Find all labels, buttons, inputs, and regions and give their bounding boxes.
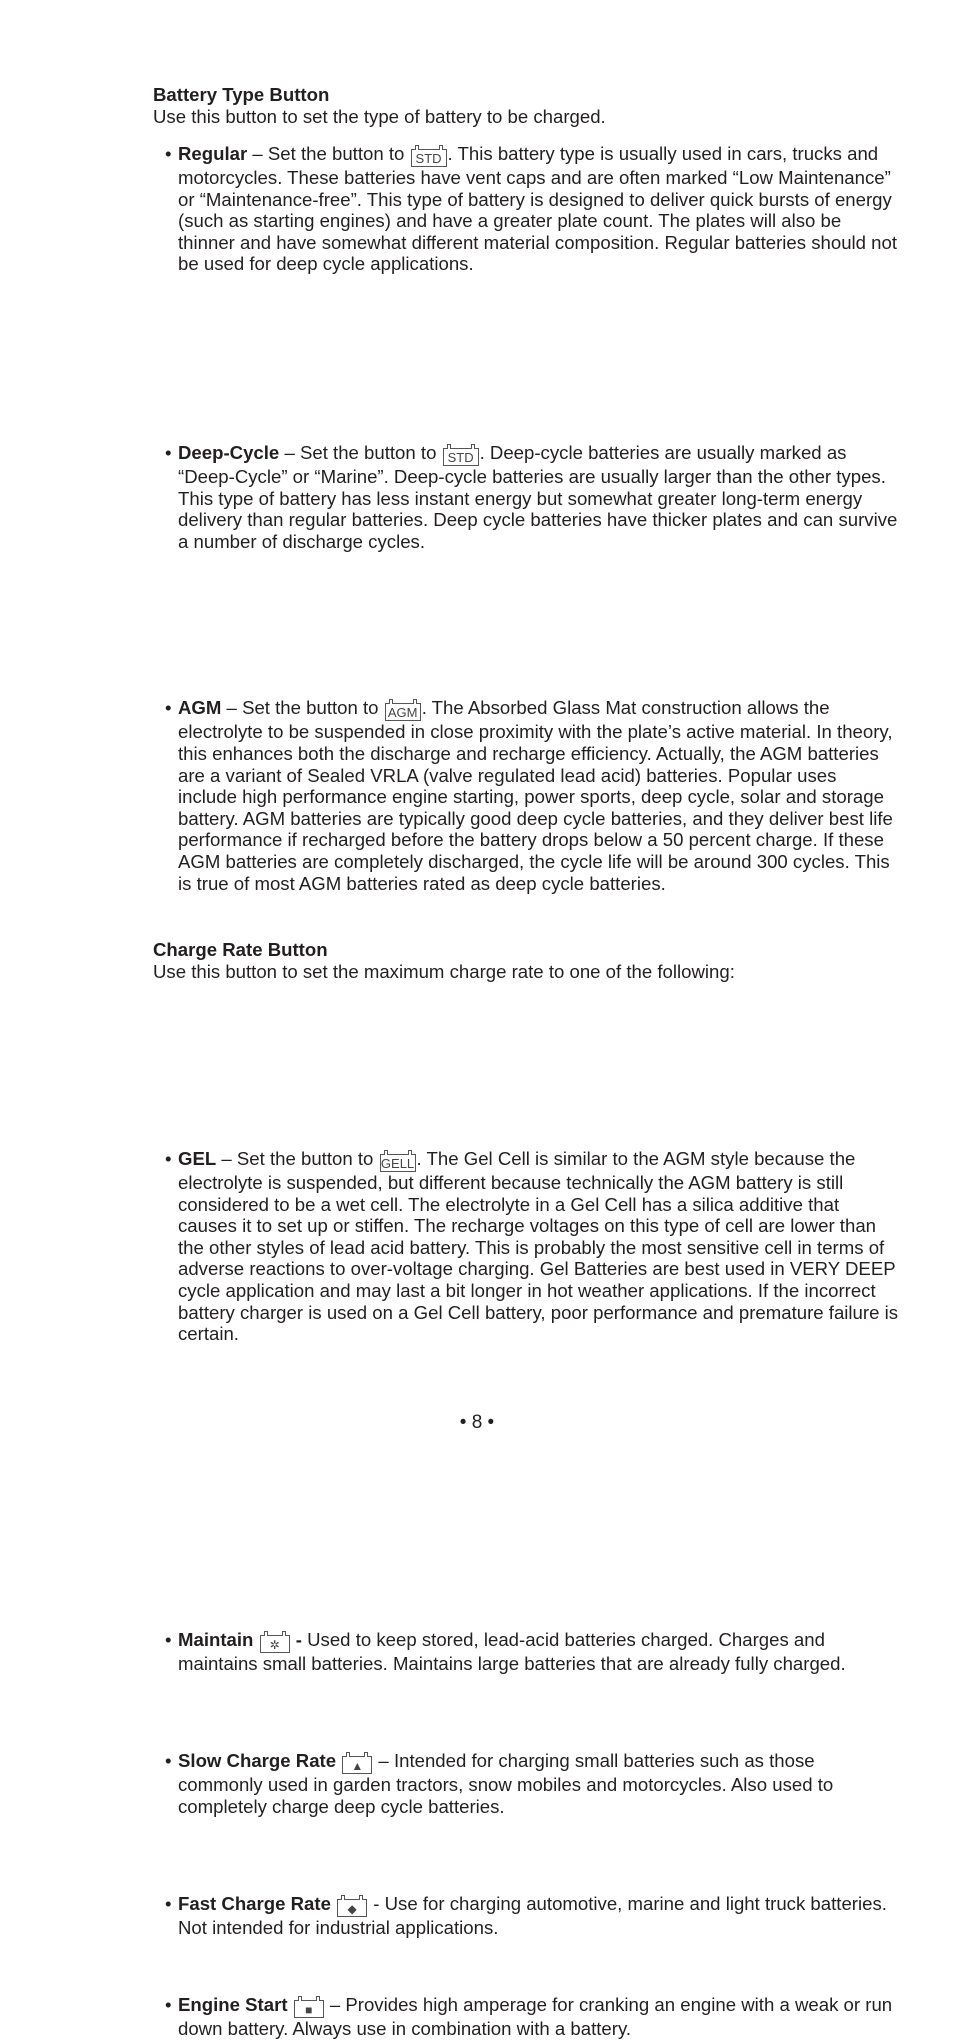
battery-type-intro: Use this button to set the type of battery to be charged.: [153, 105, 606, 127]
item-text: . The Absorbed Glass Mat construction allows the electrolyte to be suspended in close proximity with the plate’s active material. In theory, this enhances both the discharge and recharge efficiency. Actually, the AGM batteries are a variant of Sealed VRLA (valve regulated lead acid) batteries. Popular uses include high performance engine starting, power sports, deep cycle, solar and storage battery. AGM batteries are typically good deep cycle batteries, and they deliver best life performance if recharged before the battery drops below a 50 percent charge. If these AGM batteries are completely discharged, the cycle life will be around 300 cycles. This is true of most AGM batteries rated as deep cycle batteries.: [178, 697, 893, 894]
item-text: Used to keep stored, lead-acid batteries charged. Charges and maintains small batteries. Maintains large batteries that are already fully charged.: [178, 1628, 846, 1674]
item-label: Engine Start: [178, 1994, 288, 2016]
battery-type-section: [153, 84, 873, 127]
charge-rate-section: [153, 939, 873, 982]
item-pre: – Set the button to: [247, 143, 410, 164]
item-label: Fast Charge Rate: [178, 1892, 331, 1914]
list-item-regular: [153, 143, 898, 275]
item-text: . Deep-cycle batteries are usually marked as “Deep-Cycle” or “Marine”. Deep-cycle batteries are usually larger than the other types. This type of battery has less instant energy but somewhat greater long-term energy delivery than regular batteries. Deep cycle batteries have thicker plates and can survive a number of discharge cycles.: [178, 441, 898, 552]
item-label: AGM: [178, 697, 222, 719]
item-label: Maintain: [178, 1628, 254, 1650]
charge-rate-heading: Charge Rate Button: [153, 939, 328, 960]
item-text: – Intended for charging small batteries such as those commonly used in garden tractors, snow mobiles and motorcycles. Also used to completely charge deep cycle batteries.: [178, 1750, 834, 1818]
gel-icon: GELL: [380, 1156, 415, 1172]
item-pre: – Set the button to: [216, 1148, 379, 1170]
battery-type-heading: Battery Type Button: [153, 84, 330, 105]
item-label: Slow Charge Rate: [178, 1750, 337, 1772]
item-text: – Provides high amperage for cranking an engine with a weak or run down battery. Always use in combination with a battery.: [178, 1994, 893, 2040]
list-item-engine-start: [153, 1994, 898, 2040]
charge-rate-intro: Use this button to set the maximum charge rate to one of the following:: [153, 960, 735, 982]
maintain-icon: ✲: [260, 1635, 290, 1653]
list-item-maintain: [153, 1629, 898, 1675]
item-label: GEL: [178, 1148, 217, 1170]
item-pre: – Set the button to: [279, 441, 442, 463]
list-item-agm: [153, 697, 898, 894]
rabbit-icon: ◆: [337, 1899, 367, 1917]
item-label-suffix: -: [290, 1628, 302, 1650]
item-label: Regular: [178, 143, 248, 164]
item-text: . The Gel Cell is similar to the AGM style because the electrolyte is suspended, but different because technically the AGM battery is still considered to be a wet cell. The electrolyte in a Gel Cell has a silica additive that causes it to set up or stiffen. The recharge voltages on this type of cell are lower than the other styles of lead acid battery. This is probably the most sensitive cell in terms of adverse reactions to over-voltage charging. Gel Batteries are best used in VERY DEEP cycle application and may last a bit longer in hot weather applications. If the incorrect battery charger is used on a Gel Cell battery, poor performance and premature failure is certain.: [178, 1148, 899, 1345]
page-number: • 8 •: [459, 1412, 495, 1433]
item-text: . This battery type is usually used in cars, trucks and motorcycles. These batteries have vent caps and are often marked “Low Maintenance” or “Maintenance-free”. This type of battery is designed to deliver quick bursts of energy (such as starting engines) and have a greater plate count. The plates will also be thinner and have somewhat different material composition. Regular batteries should not be used for deep cycle applications.: [178, 143, 898, 275]
list-item-fast-charge: [153, 1893, 898, 1939]
item-label: Deep-Cycle: [178, 441, 280, 463]
turtle-icon: ▲: [342, 1756, 372, 1774]
engine-icon: ■: [294, 2000, 324, 2018]
list-item-slow-charge: [153, 1750, 898, 1817]
list-item-gel: [153, 1148, 898, 1345]
agm-icon: AGM: [385, 703, 421, 721]
std-icon: STD: [443, 448, 479, 466]
item-text: - Use for charging automotive, marine and light truck batteries. Not intended for industrial applications.: [178, 1892, 887, 1938]
list-item-deep-cycle: [153, 442, 898, 552]
std-icon: STD: [411, 149, 447, 167]
item-pre: – Set the button to: [221, 697, 384, 719]
